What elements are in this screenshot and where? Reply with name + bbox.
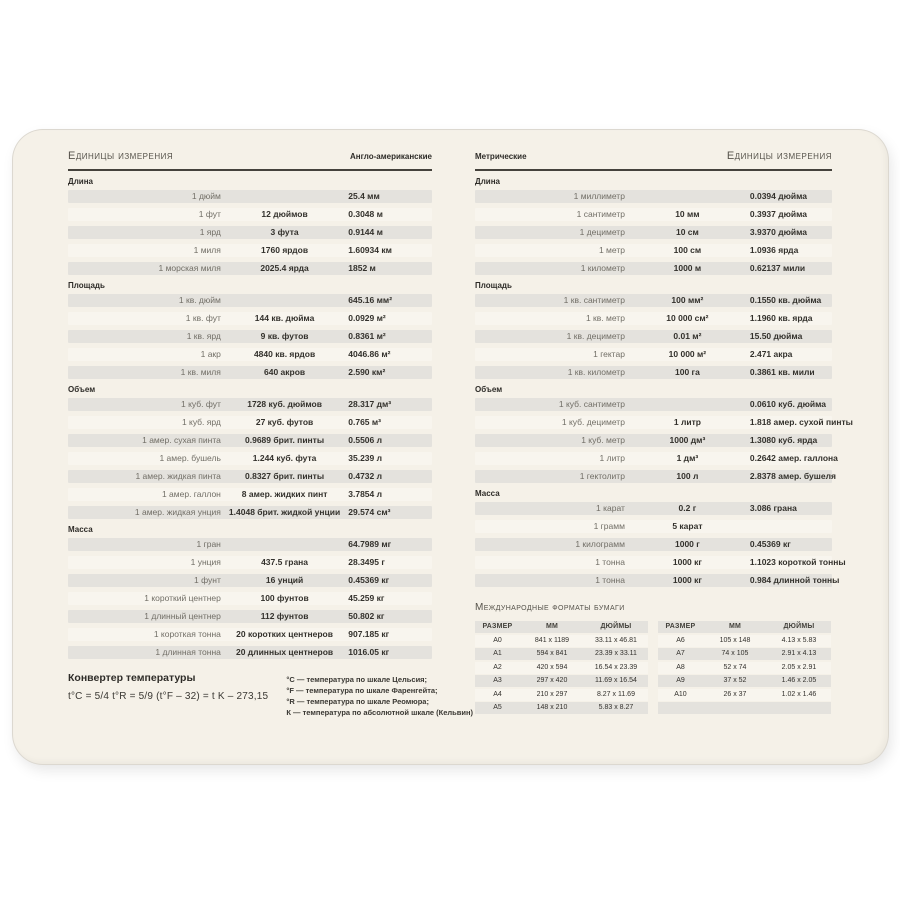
table-cell: 594 x 841 [536,650,568,657]
table-cell [221,190,348,203]
table-cell: 1 километр [580,263,625,273]
paper-table-row [475,648,648,660]
unit-section [68,385,432,519]
table-cell: A8 [676,663,685,671]
table-cell: 16.54 x 23.39 [594,663,638,671]
table-row [68,262,432,275]
paper-table-row [658,662,831,674]
table-cell: 2.471 акра [749,349,793,359]
paper-table-row [475,662,648,674]
table-cell: 1000 кг [672,557,702,567]
paper-table-row [658,648,831,660]
table-cell: 0.2642 амер. галлона [749,453,838,463]
table-cell: 1 кв. фут [185,313,221,323]
table-cell: 2.05 x 2.91 [781,663,817,671]
table-cell: 5.83 x 8.27 [598,704,634,711]
left-unit-tables [68,177,432,659]
table-row [475,208,832,221]
table-cell: 1 амер. жидкая пинта [135,471,221,481]
notebook-spread [13,130,888,764]
table-cell: 1000 дм³ [669,435,706,445]
temp-converter-main [68,672,286,718]
table-cell: A9 [676,677,685,684]
table-cell: 0.984 длинной тонны [749,575,840,585]
paper-table-row [658,689,831,701]
table-cell: 25.4 мм [348,191,380,201]
table-row [68,348,432,361]
table-cell: 1000 м [673,263,702,273]
table-cell: 2025.4 ярда [260,263,309,273]
table-cell: 907.185 кг [348,629,390,639]
section-title: Площадь [68,281,105,290]
column-header: ДЮЙМЫ [600,623,632,630]
table-cell: 10 000 см² [666,313,709,323]
left-page-header [68,151,432,171]
legend-line: °R — температура по шкале Реомюра; [286,697,429,706]
paper-table-row [475,635,648,647]
paper-table-row [658,702,831,714]
paper-table-row [475,702,648,714]
table-cell: A3 [493,677,502,684]
table-cell: 1 куб. сантиметр [558,399,625,409]
right-page [475,150,853,716]
table-cell: 0.45369 кг [348,575,390,585]
table-cell: 2.8378 амер. бушеля [749,471,836,481]
table-cell: 100 мм² [671,295,704,305]
page-subtitle: Англо-американские [350,152,432,161]
table-cell: 1 грамм [593,521,625,531]
table-cell: 0.3861 кв. мили [749,367,815,377]
table-cell: 1.818 амер. сухой пинты [749,417,853,427]
unit-section [68,281,432,379]
table-row [475,520,832,533]
section-title: Объем [68,385,96,394]
table-cell: 1 тонна [595,557,625,567]
table-cell: 1 амер. галлон [161,489,221,499]
table-cell: 0.8361 м² [348,331,386,341]
left-page [68,150,474,718]
table-cell: 1 кв. ярд [186,331,221,341]
table-cell: 52 x 74 [723,663,747,671]
paper-table-header [658,621,831,633]
table-cell: 1728 куб. дюймов [247,399,322,409]
paper-table-row [475,689,648,701]
table-cell: 144 кв. дюйма [254,313,315,323]
table-cell: 1000 кг [672,575,702,585]
right-page-header [475,151,832,171]
table-cell: 50.802 кг [348,611,385,621]
table-cell [750,520,832,533]
table-cell: 29.574 см³ [348,507,391,517]
table-cell: 28.3495 г [348,557,385,567]
table-cell: 0.3048 м [348,209,383,219]
table-cell: A10 [674,690,687,698]
page-title: Единицы измерения [726,150,832,162]
table-cell: 100 га [675,367,700,377]
table-cell: 15.50 дюйма [749,331,803,341]
section-title: Длина [68,177,93,186]
table-cell: 1 длинная тонна [155,647,221,657]
table-cell: 1 кв. метр [585,313,625,323]
table-cell: A5 [493,704,502,711]
legend-line: °C — температура по шкале Цельсия; [286,675,428,684]
table-cell: 1 акр [200,349,221,359]
section-title: Площадь [475,281,512,290]
table-cell: 1 кв. сантиметр [563,295,625,305]
table-cell: 3.9370 дюйма [749,227,808,237]
table-cell: 1 куб. ярд [181,417,221,427]
table-cell: 1 куб. метр [581,435,625,445]
table-row [475,398,832,411]
table-cell: 0.3937 дюйма [749,209,808,219]
table-cell: 420 x 594 [536,663,568,671]
table-cell: A2 [493,663,502,671]
table-cell: 1.244 куб. фута [252,453,317,463]
section-title: Масса [475,489,500,498]
table-cell: 1 гектар [593,349,625,359]
table-cell: 1 морская миля [158,263,221,273]
table-cell: 1 миля [193,245,221,255]
table-cell: 10 000 м² [668,349,707,359]
unit-section [475,385,853,483]
table-cell: 112 фунтов [260,611,309,621]
table-row [68,592,432,605]
table-cell: 1000 г [675,539,700,549]
table-row [68,610,432,623]
table-cell: 1760 ярдов [261,245,309,255]
table-cell: 100 л [676,471,699,481]
table-cell: 28.317 дм³ [348,399,392,409]
table-cell: 2.91 x 4.13 [781,650,817,657]
table-cell: 1 тонна [595,575,625,585]
legend-line: °F — температура по шкале Фаренгейта; [286,686,438,695]
table-cell: 1852 м [348,263,376,273]
table-cell: A7 [676,650,685,657]
column-header: ДЮЙМЫ [783,623,815,630]
table-cell: 100 см [673,245,702,255]
table-cell: 35.239 л [348,453,383,463]
table-cell: 20 коротких центнеров [236,629,333,639]
right-unit-tables [475,177,853,587]
table-row [475,348,832,361]
table-cell: 0.9689 брит. пинты [245,435,325,445]
table-row [68,398,432,411]
table-cell: 1.1960 кв. ярда [749,313,813,323]
table-cell: 0.1550 кв. дюйма [749,295,822,305]
table-row [475,244,832,257]
table-cell: A4 [493,690,502,698]
table-cell: 1.46 x 2.05 [781,677,817,684]
table-row [475,366,832,379]
table-cell: 1 короткий центнер [144,593,221,603]
table-cell: 64.7989 мг [348,539,392,549]
table-cell: 0.62137 мили [749,263,806,273]
table-cell: 1 амер. сухая пинта [142,435,221,445]
table-cell: 1 сантиметр [576,209,625,219]
table-cell: 10 мм [675,209,700,219]
table-cell: 16 унций [265,575,304,585]
table-cell: 5 карат [672,521,703,531]
table-cell: 1 фунт [194,575,221,585]
table-cell [221,294,348,307]
table-cell [625,398,750,411]
table-row [475,226,832,239]
table-cell: 37 x 52 [723,677,747,684]
table-row [68,506,432,519]
table-cell: 640 акров [264,367,306,377]
unit-section [475,177,832,275]
table-row [475,190,832,203]
table-cell: 1 гран [196,539,221,549]
table-cell: 3.7854 л [348,489,383,499]
table-cell: 9 кв. футов [260,331,309,341]
table-cell [658,702,703,714]
table-cell: 1016.05 кг [348,647,390,657]
table-cell: 1 дециметр [579,227,625,237]
table-row [475,434,832,447]
table-cell: 0.0929 м² [348,313,386,323]
table-cell: 4840 кв. ярдов [253,349,316,359]
table-cell: 8 амер. жидких пинт [241,489,328,499]
table-row [68,244,432,257]
table-cell: 1 унция [190,557,221,567]
table-cell: 1 куб. фут [180,399,221,409]
table-cell: 27 куб. футов [255,417,314,427]
table-cell: 0.8327 брит. пинты [245,471,325,481]
table-cell: 148 x 210 [536,704,568,711]
table-cell: 1 килограмм [575,539,625,549]
table-cell: 8.27 x 11.69 [596,690,635,698]
table-cell: 437.5 грана [261,557,309,567]
table-row [475,330,832,343]
column-header: ММ [728,623,741,630]
table-row [68,330,432,343]
table-cell: 1 кв. дюйм [178,295,221,305]
table-cell: 23.39 x 33.11 [595,650,637,657]
section-title: Масса [68,525,93,534]
table-row [68,294,432,307]
table-row [68,628,432,641]
table-row [475,556,846,569]
table-cell [221,538,348,551]
table-cell: 1.0936 ярда [749,245,799,255]
table-cell: 1 куб. дециметр [561,417,625,427]
table-cell: 1 фут [198,209,221,219]
table-cell: 1 длинный центнер [144,611,221,621]
table-cell: 1 дюйм [191,191,221,201]
table-cell: 1.1023 короткой тонны [749,557,846,567]
table-cell: 297 x 420 [536,677,568,684]
table-row [68,434,432,447]
table-row [68,538,432,551]
table-cell: 1 миллиметр [573,191,625,201]
legend-line: К — температура по абсолютной шкале (Кельвин) [286,708,474,717]
paper-formats-title: Международные форматы бумаги [475,602,625,613]
table-cell: 645.16 мм² [348,295,393,305]
column-header: РАЗМЕР [482,623,513,630]
table-cell: 12 дюймов [261,209,308,219]
section-title: Объем [475,385,503,394]
table-row [475,538,832,551]
table-row [475,452,838,465]
table-row [68,470,432,483]
table-row [68,646,432,659]
table-cell: 1 ярд [199,227,221,237]
table-row [475,416,853,429]
column-header: РАЗМЕР [665,623,696,630]
table-cell: 1.02 x 1.46 [781,690,817,698]
paper-formats [475,602,832,716]
table-cell: 45.259 кг [348,593,385,603]
table-cell: 1 литр [599,453,625,463]
column-header: ММ [545,623,558,630]
table-cell: 0.2 г [678,503,697,513]
table-cell: 4.13 x 5.83 [781,636,817,644]
table-cell: 11.69 x 16.54 [595,677,637,684]
table-cell: 1 дм³ [676,453,699,463]
table-cell: 1 короткая тонна [153,629,221,639]
table-cell: 841 x 1189 [534,636,570,644]
table-row [68,226,432,239]
table-row [68,208,432,221]
table-cell: 0.4732 л [348,471,383,481]
unit-section [475,489,846,587]
table-cell: 0.0610 куб. дюйма [749,399,826,409]
table-cell: 1 кв. километр [567,367,625,377]
table-cell: 1 амер. бушель [159,453,221,463]
section-title: Длина [475,177,500,186]
unit-section [475,281,832,379]
table-cell: 0.5506 л [348,435,383,445]
table-cell: 1 карат [596,503,625,513]
table-cell: 33.11 x 46.81 [595,636,637,644]
table-row [68,190,432,203]
table-cell: 1.60934 км [348,245,392,255]
table-cell: 1 гектолитр [579,471,625,481]
table-cell: 1.4048 брит. жидкой унции [228,507,341,517]
table-cell: 1 кв. дециметр [566,331,625,341]
paper-table-row [658,675,831,687]
table-cell: 74 x 105 [721,650,749,657]
table-cell: 210 x 297 [536,690,568,698]
table-cell: 1 литр [673,417,701,427]
table-cell: 20 длинных центнеров [235,647,334,657]
table-cell: 0.765 м³ [348,417,382,427]
table-cell: 2.590 км² [348,367,386,377]
table-row [475,294,832,307]
table-cell [625,190,750,203]
table-row [68,416,432,429]
unit-section [68,525,432,659]
table-row [475,574,840,587]
table-cell: 26 x 37 [723,690,747,698]
table-cell [767,702,831,714]
unit-section [68,177,432,275]
table-cell [703,702,767,714]
table-cell: 1 амер. жидкая унция [134,507,221,517]
table-cell: 10 см [675,227,699,237]
paper-table-a6-a10 [658,621,831,716]
paper-table-header [475,621,648,633]
table-cell: A6 [676,636,685,644]
temp-converter-formula: t°C = 5/4 t°R = 5/9 (t°F – 32) = t K – 273,15 [68,691,269,702]
temperature-converter [68,672,474,718]
table-cell: 1 метр [598,245,625,255]
table-row [68,366,432,379]
table-cell: 0.01 м² [673,331,702,341]
temp-converter-title: Конвертер температуры [68,672,196,684]
table-cell: 105 x 148 [719,636,751,644]
paper-table-row [658,635,831,647]
table-row [68,556,432,569]
table-cell: 1.3080 куб. ярда [749,435,818,445]
table-row [475,312,832,325]
table-row [68,488,432,501]
table-cell: 4046.86 м² [348,349,391,359]
table-row [68,574,432,587]
table-cell: 0.0394 дюйма [749,191,808,201]
table-row [68,312,432,325]
table-row [475,502,832,515]
table-cell: A0 [493,636,502,644]
table-row [475,470,836,483]
page-title: Единицы измерения [68,150,174,162]
table-cell: 100 фунтов [260,593,309,603]
table-cell: A1 [493,650,502,657]
table-cell: 3 фута [270,227,299,237]
table-cell: 0.45369 кг [749,539,791,549]
paper-table-row [475,675,648,687]
table-cell: 1 кв. миля [180,367,221,377]
paper-format-tables [475,621,832,716]
temp-converter-legend [286,672,474,718]
paper-table-a0-a5 [475,621,648,716]
table-row [68,452,432,465]
table-cell: 3.086 грана [749,503,797,513]
table-row [475,262,832,275]
table-cell: 0.9144 м [348,227,383,237]
page-subtitle: Метрические [475,152,527,161]
